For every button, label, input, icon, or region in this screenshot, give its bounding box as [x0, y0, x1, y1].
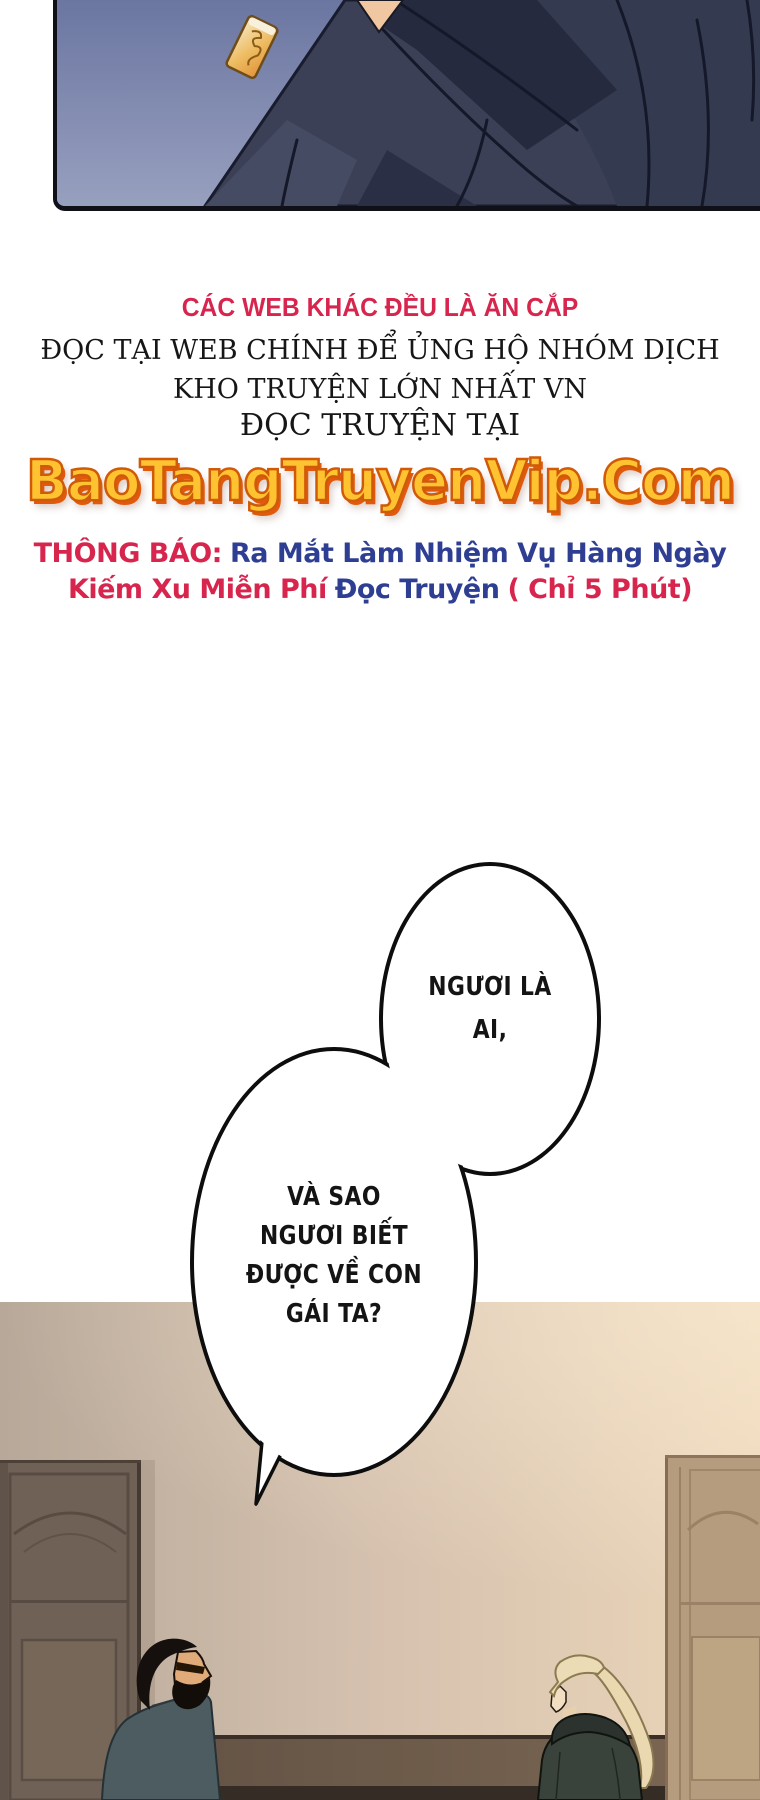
site-logo-text: BaoTangTruyenVip.Com [26, 449, 734, 514]
announcement-text-2c: ( Chỉ 5 Phút) [507, 574, 693, 605]
bubble-2-line-2: NGƯƠI BIẾT [259, 1221, 409, 1251]
top-panel-illustration [57, 0, 760, 206]
announcement-label: THÔNG BÁO: [33, 538, 222, 569]
promo-line-3: KHO TRUYỆN LỚN NHẤT VN [173, 374, 587, 405]
promo-warning-line: CÁC WEB KHÁC ĐỀU LÀ ĂN CẮP [181, 292, 579, 322]
bubble-2-line-3: ĐƯỢC VỀ CON [245, 1260, 423, 1290]
promo-line-2: ĐỌC TẠI WEB CHÍNH ĐỂ ỦNG HỘ NHÓM DỊCH [40, 335, 720, 366]
bubble-1-line-1: NGƯƠI LÀ [428, 972, 552, 1002]
speech-bubble-1-text [397, 966, 583, 1052]
announcement-line-2 [0, 574, 760, 605]
bubble-2-line-4: GÁI TA? [285, 1299, 383, 1329]
top-comic-panel [53, 0, 760, 211]
announcement-text-2a: Kiếm Xu Miễn Phí [67, 574, 327, 605]
speech-bubble-2-text [215, 1178, 454, 1334]
promo-line-4: ĐỌC TRUYỆN TẠI [239, 408, 521, 443]
bubble-1-line-2: AI, [472, 1015, 508, 1045]
announcement-text-2b: Đọc Truyện [334, 574, 500, 605]
bubble-2-line-1: VÀ SAO [287, 1182, 381, 1212]
announcement-line-1 [0, 538, 760, 569]
announcement-text-1: Ra Mắt Làm Nhiệm Vụ Hàng Ngày [229, 538, 727, 569]
door-right [665, 1455, 760, 1800]
